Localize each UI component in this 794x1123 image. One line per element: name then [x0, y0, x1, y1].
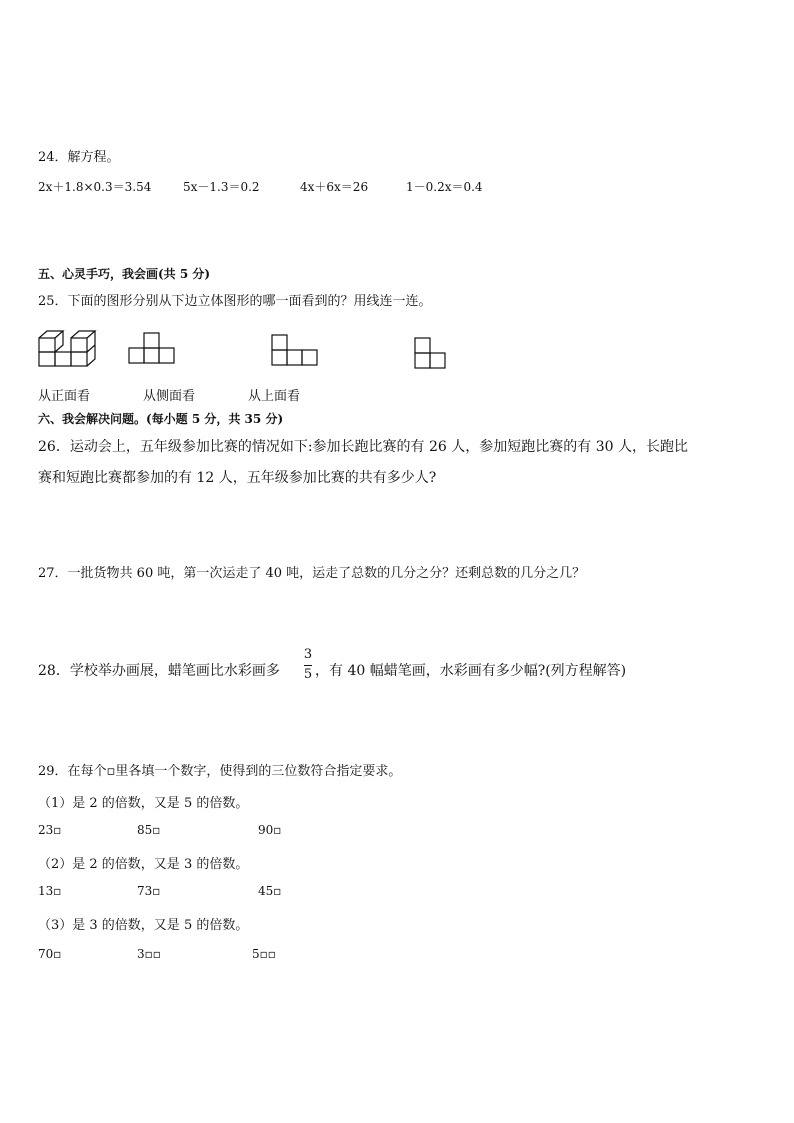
q25-label-top: 从上面看	[248, 389, 301, 404]
q29-part3-item-1: 70▫	[38, 947, 62, 961]
q25-text: 25．下面的图形分别从下边立体图形的哪一面看到的？用线连一连。	[38, 294, 432, 309]
q29-intro: 29．在每个▫里各填一个数字，使得到的三位数符合指定要求。	[38, 764, 402, 779]
q24-equation-1: 2x＋1.8×0.3＝3.54	[38, 180, 152, 194]
q29-part3-label: （3）是 3 的倍数，又是 5 的倍数。	[38, 918, 249, 933]
q29-part1-item-2: 85▫	[137, 823, 161, 837]
view-shape-a-icon	[128, 331, 178, 369]
q29-part2-item-3: 45▫	[258, 884, 282, 898]
q25-label-side: 从侧面看	[143, 389, 196, 404]
cube-stack-icon	[38, 327, 102, 369]
q28-text-before: 28．学校举办画展，蜡笔画比水彩画多	[38, 663, 280, 679]
q29-part1-item-1: 23▫	[38, 823, 62, 837]
section6-heading: 六、我会解决问题。(每小题 5 分，共 35 分)	[38, 412, 284, 426]
q29-part3-item-3: 5▫▫	[252, 947, 276, 961]
q25-label-front: 从正面看	[38, 389, 91, 404]
q29-part2-item-2: 73▫	[137, 884, 161, 898]
q29-part1-item-3: 90▫	[258, 823, 282, 837]
q27-text: 27．一批货物共 60 吨，第一次运走了 40 吨，运走了总数的几分之分？还剩总数的几分之几？	[38, 566, 586, 581]
q28-fraction-bar	[304, 665, 312, 666]
q29-part2-label: （2）是 2 的倍数，又是 3 的倍数。	[38, 857, 249, 872]
q24-equation-4: 1－0.2x＝0.4	[406, 180, 483, 194]
q26-line-2: 赛和短跑比赛都参加的有 12 人，五年级参加比赛的共有多少人?	[38, 470, 437, 486]
q24-equation-2: 5x－1.3＝0.2	[183, 180, 260, 194]
view-shape-b-icon	[271, 333, 321, 369]
q29-part1-label: （1）是 2 的倍数，又是 5 的倍数。	[38, 796, 249, 811]
section5-heading: 五、心灵手巧，我会画(共 5 分)	[38, 267, 211, 281]
q24-equation-3: 4x＋6x＝26	[300, 180, 369, 194]
q28-fraction-denominator: 5	[303, 667, 313, 682]
q29-part2-item-1: 13▫	[38, 884, 62, 898]
view-shape-c-icon	[413, 336, 449, 372]
q28-text-after: ，有 40 幅蜡笔画，水彩画有多少幅?(列方程解答)	[315, 663, 627, 679]
q29-part3-item-2: 3▫▫	[137, 947, 161, 961]
q24-title: 24．解方程。	[38, 150, 120, 165]
q28-fraction-numerator: 3	[303, 647, 313, 662]
q26-line-1: 26．运动会上，五年级参加比赛的情况如下:参加长跑比赛的有 26 人，参加短跑比赛的有 30 人，长跑比	[38, 439, 688, 455]
